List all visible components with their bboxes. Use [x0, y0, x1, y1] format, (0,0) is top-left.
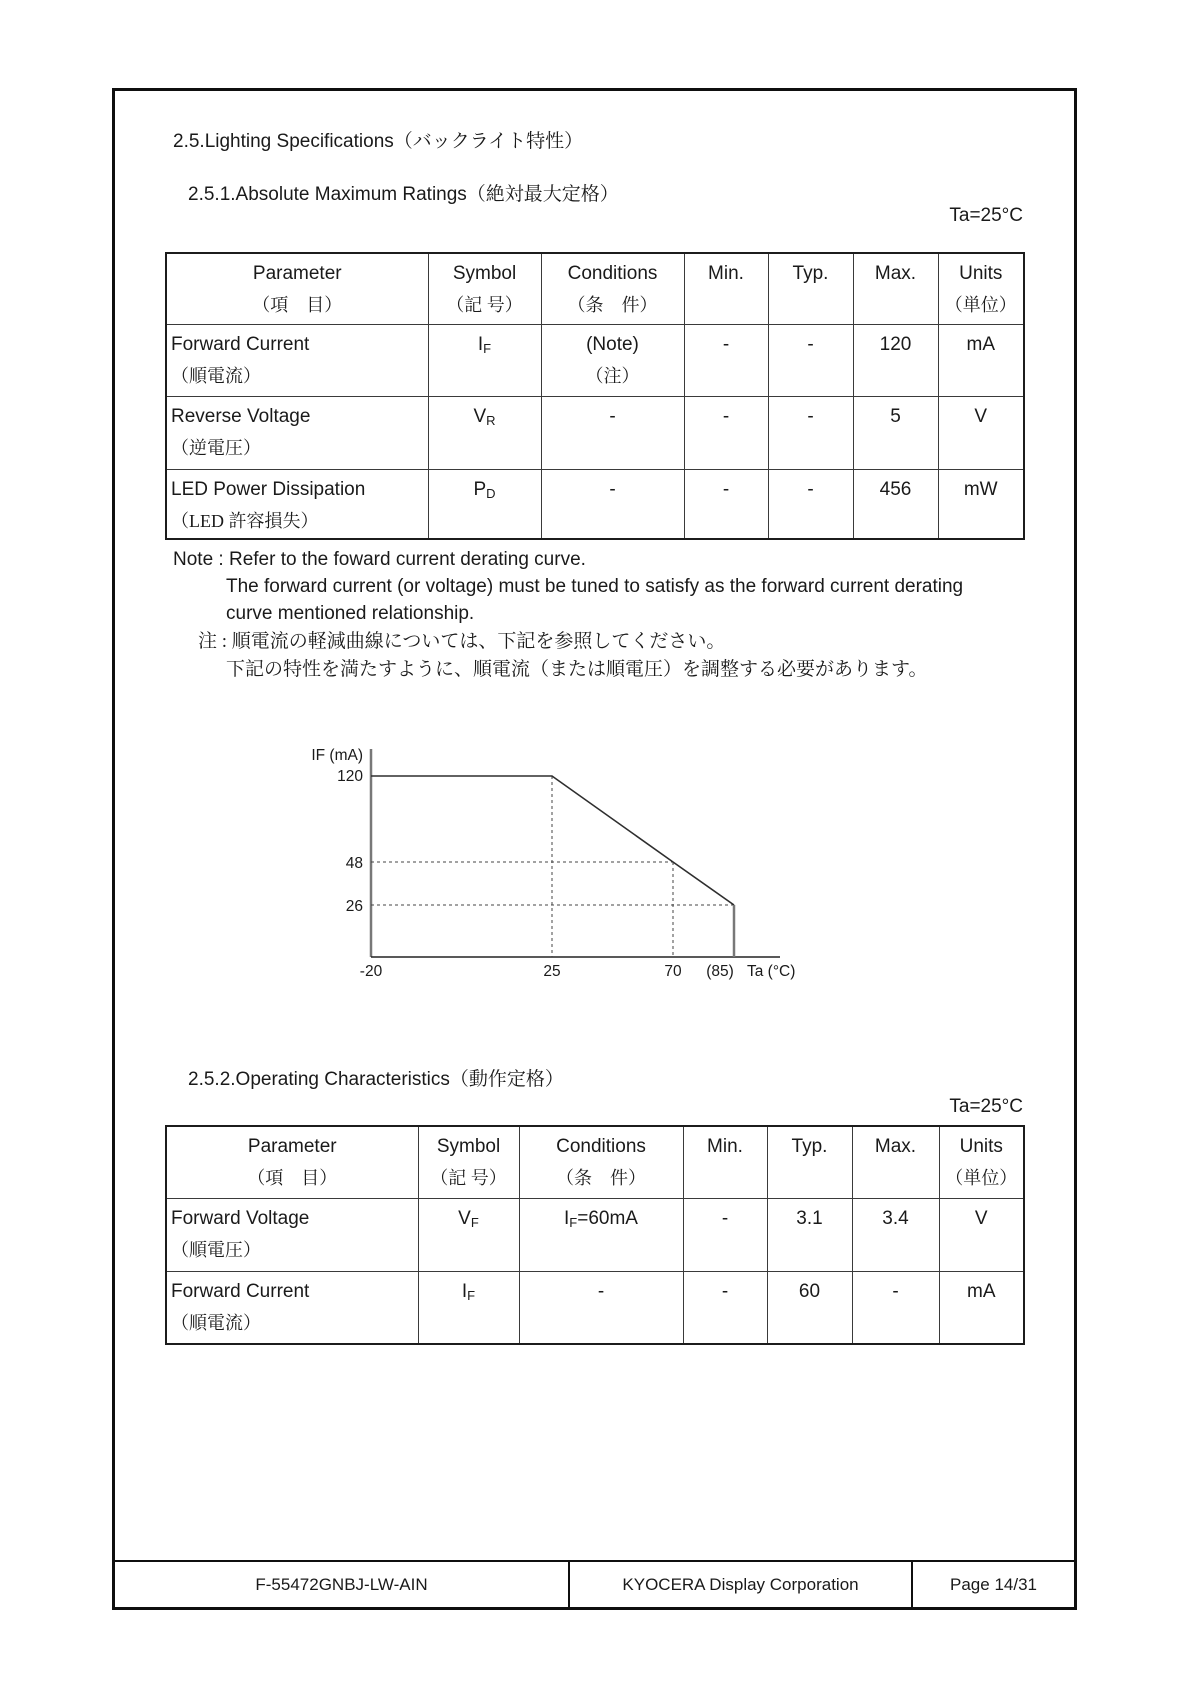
symbol-base: V: [473, 405, 487, 427]
symbol-base: P: [473, 478, 487, 500]
param-en-label: Forward Voltage: [171, 1207, 310, 1229]
header-conditions-en: Conditions: [567, 263, 658, 284]
param-en-label: Forward Current: [171, 1280, 310, 1302]
max-cell: [852, 1198, 939, 1271]
conditions-cell: [541, 324, 684, 396]
header-parameter-cell: [166, 1126, 418, 1198]
note-english-line1: Note : Refer to the foward current derating curve.: [173, 549, 586, 570]
conditions-cell: [519, 1198, 683, 1271]
y-tick-120: 120: [337, 768, 363, 785]
conditions-rest: -: [597, 1280, 605, 1302]
header-max-cell: [853, 253, 938, 324]
param-en-label: Forward Current: [171, 333, 310, 355]
param-jp-label: （順電圧）: [171, 1239, 261, 1260]
units-value: mW: [963, 478, 998, 500]
footer-company-name: KYOCERA Display Corporation: [568, 1562, 911, 1607]
conditions-subscript: F: [569, 1214, 578, 1230]
header-parameter-cell: [166, 253, 428, 324]
table-row: [166, 1271, 1024, 1344]
x-axis-label: Ta (°C): [747, 963, 796, 980]
header-max-label: Max.: [874, 1136, 917, 1157]
units-cell: [938, 324, 1024, 396]
x-tick-70: 70: [664, 963, 682, 980]
header-typ-label: Typ.: [791, 1136, 828, 1157]
min-value: -: [722, 478, 730, 500]
min-cell: [683, 1198, 767, 1271]
ambient-temperature-note-1: Ta=25°C: [949, 205, 1023, 226]
units-cell: [938, 469, 1024, 539]
header-conditions-jp: （条 件）: [556, 1168, 646, 1188]
note-english-line2: The forward current (or voltage) must be tuned to satisfy as the forward current derating: [226, 576, 964, 597]
symbol-base: V: [458, 1207, 471, 1229]
param-en-label: Reverse Voltage: [171, 405, 311, 427]
header-units-jp: （単位）: [944, 295, 1017, 315]
header-units-jp: （単位）: [945, 1168, 1018, 1188]
table-row: [166, 396, 1024, 469]
header-units-cell: [939, 1126, 1024, 1198]
symbol-cell: [418, 1198, 519, 1271]
max-cell: [853, 396, 938, 469]
min-cell: [683, 1271, 767, 1344]
typ-cell: [768, 396, 853, 469]
min-cell: [684, 324, 768, 396]
units-value: mA: [966, 333, 995, 355]
param-jp-label: （順電流）: [171, 1312, 261, 1333]
symbol-subscript: F: [483, 340, 492, 356]
note-japanese-line1: 注 : 順電流の軽減曲線については、下記を参照してください。: [198, 631, 726, 652]
conditions-base: I: [564, 1207, 570, 1229]
max-value: 456: [879, 478, 912, 500]
typ-value: 3.1: [796, 1207, 823, 1229]
symbol-cell: [428, 324, 541, 396]
typ-cell: [767, 1198, 852, 1271]
operating-characteristics-table: [165, 1125, 1025, 1345]
header-conditions-cell: [541, 253, 684, 324]
footer-page-number: Page 14/31: [911, 1562, 1074, 1607]
param-cell: [166, 324, 428, 396]
derating-curve-chart: [280, 680, 800, 1000]
table-row: [166, 469, 1024, 539]
header-parameter-jp: （項 目）: [252, 295, 343, 315]
units-value: V: [974, 405, 988, 427]
y-axis-label: IF (mA): [311, 747, 363, 764]
symbol-subscript: D: [486, 485, 496, 501]
header-max-label: Max.: [874, 263, 917, 284]
header-symbol-en: Symbol: [452, 263, 517, 284]
param-jp-label: （順電流）: [171, 365, 261, 386]
subsection-title-operating-characteristics: 2.5.2.Operating Characteristics（動作定格）: [188, 1069, 564, 1090]
header-conditions-jp: （条 件）: [567, 295, 658, 315]
param-cell: [166, 469, 428, 539]
header-units-en: Units: [959, 1136, 1003, 1157]
conditions-cell: [519, 1271, 683, 1344]
typ-value: -: [807, 333, 814, 355]
header-symbol-jp: （記 号）: [446, 295, 523, 315]
conditions-line1: -: [609, 405, 616, 427]
section-title: 2.5.Lighting Specifications（バックライト特性）: [173, 131, 584, 152]
header-min-cell: [683, 1126, 767, 1198]
conditions-cell: [541, 396, 684, 469]
ambient-temperature-note-2: Ta=25°C: [949, 1096, 1023, 1117]
table-row: [166, 324, 1024, 396]
min-value: -: [721, 1280, 729, 1302]
units-cell: [939, 1198, 1024, 1271]
header-symbol-cell: [418, 1126, 519, 1198]
units-value: V: [974, 1207, 988, 1229]
max-value: 3.4: [882, 1207, 909, 1229]
conditions-cell: [541, 469, 684, 539]
header-parameter-en: Parameter: [247, 1136, 337, 1157]
min-value: -: [722, 405, 730, 427]
units-cell: [938, 396, 1024, 469]
y-tick-26: 26: [345, 898, 363, 915]
y-tick-48: 48: [345, 855, 363, 872]
param-cell: [166, 1198, 418, 1271]
header-units-en: Units: [959, 263, 1003, 284]
min-value: -: [721, 1207, 729, 1229]
header-symbol-cell: [428, 253, 541, 324]
typ-value: 60: [798, 1280, 821, 1302]
header-parameter-en: Parameter: [252, 263, 342, 284]
symbol-subscript: R: [486, 412, 496, 428]
max-value: -: [892, 1280, 899, 1302]
typ-cell: [768, 469, 853, 539]
table-row: [166, 1198, 1024, 1271]
header-symbol-jp: （記 号）: [430, 1168, 507, 1188]
max-cell: [853, 469, 938, 539]
absolute-maximum-ratings-table: [165, 252, 1025, 540]
param-en-label: LED Power Dissipation: [171, 478, 366, 500]
typ-value: -: [807, 405, 814, 427]
header-conditions-cell: [519, 1126, 683, 1198]
units-cell: [939, 1271, 1024, 1344]
min-value: -: [722, 333, 730, 355]
subsection-title-absolute-maximum-ratings: 2.5.1.Absolute Maximum Ratings（絶対最大定格）: [188, 184, 619, 205]
param-cell: [166, 396, 428, 469]
typ-cell: [767, 1271, 852, 1344]
max-cell: [852, 1271, 939, 1344]
header-parameter-jp: （項 目）: [247, 1168, 338, 1188]
min-cell: [684, 469, 768, 539]
table-header-row: [166, 1126, 1024, 1198]
symbol-cell: [428, 469, 541, 539]
header-max-cell: [852, 1126, 939, 1198]
header-min-label: Min.: [708, 263, 744, 284]
symbol-base: I: [477, 333, 484, 355]
conditions-line1: (Note): [586, 333, 639, 355]
note-english-line3: curve mentioned relationship.: [226, 603, 475, 624]
max-value: 120: [879, 333, 912, 355]
symbol-base: I: [461, 1280, 468, 1302]
max-cell: [853, 324, 938, 396]
header-typ-cell: [767, 1126, 852, 1198]
x-tick-85: (85): [706, 963, 734, 980]
param-jp-label: （逆電圧）: [171, 437, 261, 458]
typ-cell: [768, 324, 853, 396]
symbol-cell: [428, 396, 541, 469]
symbol-subscript: F: [470, 1214, 479, 1230]
conditions-line2: （注）: [585, 365, 640, 386]
min-cell: [684, 396, 768, 469]
x-tick-25: 25: [543, 963, 561, 980]
symbol-cell: [418, 1271, 519, 1344]
page-footer: [112, 1560, 1077, 1610]
header-min-cell: [684, 253, 768, 324]
header-typ-cell: [768, 253, 853, 324]
header-units-cell: [938, 253, 1024, 324]
typ-value: -: [807, 478, 814, 500]
units-value: mA: [967, 1280, 996, 1302]
note-japanese-line2: 下記の特性を満たすように、順電流（または順電圧）を調整する必要があります。: [226, 659, 928, 680]
param-cell: [166, 1271, 418, 1344]
table-header-row: [166, 253, 1024, 324]
max-value: 5: [890, 405, 901, 427]
footer-document-number: F-55472GNBJ-LW-AIN: [255, 1574, 428, 1594]
param-jp-label: （LED 許容損失）: [171, 510, 319, 531]
header-symbol-en: Symbol: [436, 1136, 501, 1157]
header-typ-label: Typ.: [792, 263, 829, 284]
x-tick-minus20: -20: [359, 963, 383, 980]
header-min-label: Min.: [707, 1136, 743, 1157]
header-conditions-en: Conditions: [556, 1136, 646, 1157]
conditions-line1: -: [609, 478, 616, 500]
conditions-rest: =60mA: [577, 1207, 638, 1229]
symbol-subscript: F: [467, 1287, 476, 1303]
